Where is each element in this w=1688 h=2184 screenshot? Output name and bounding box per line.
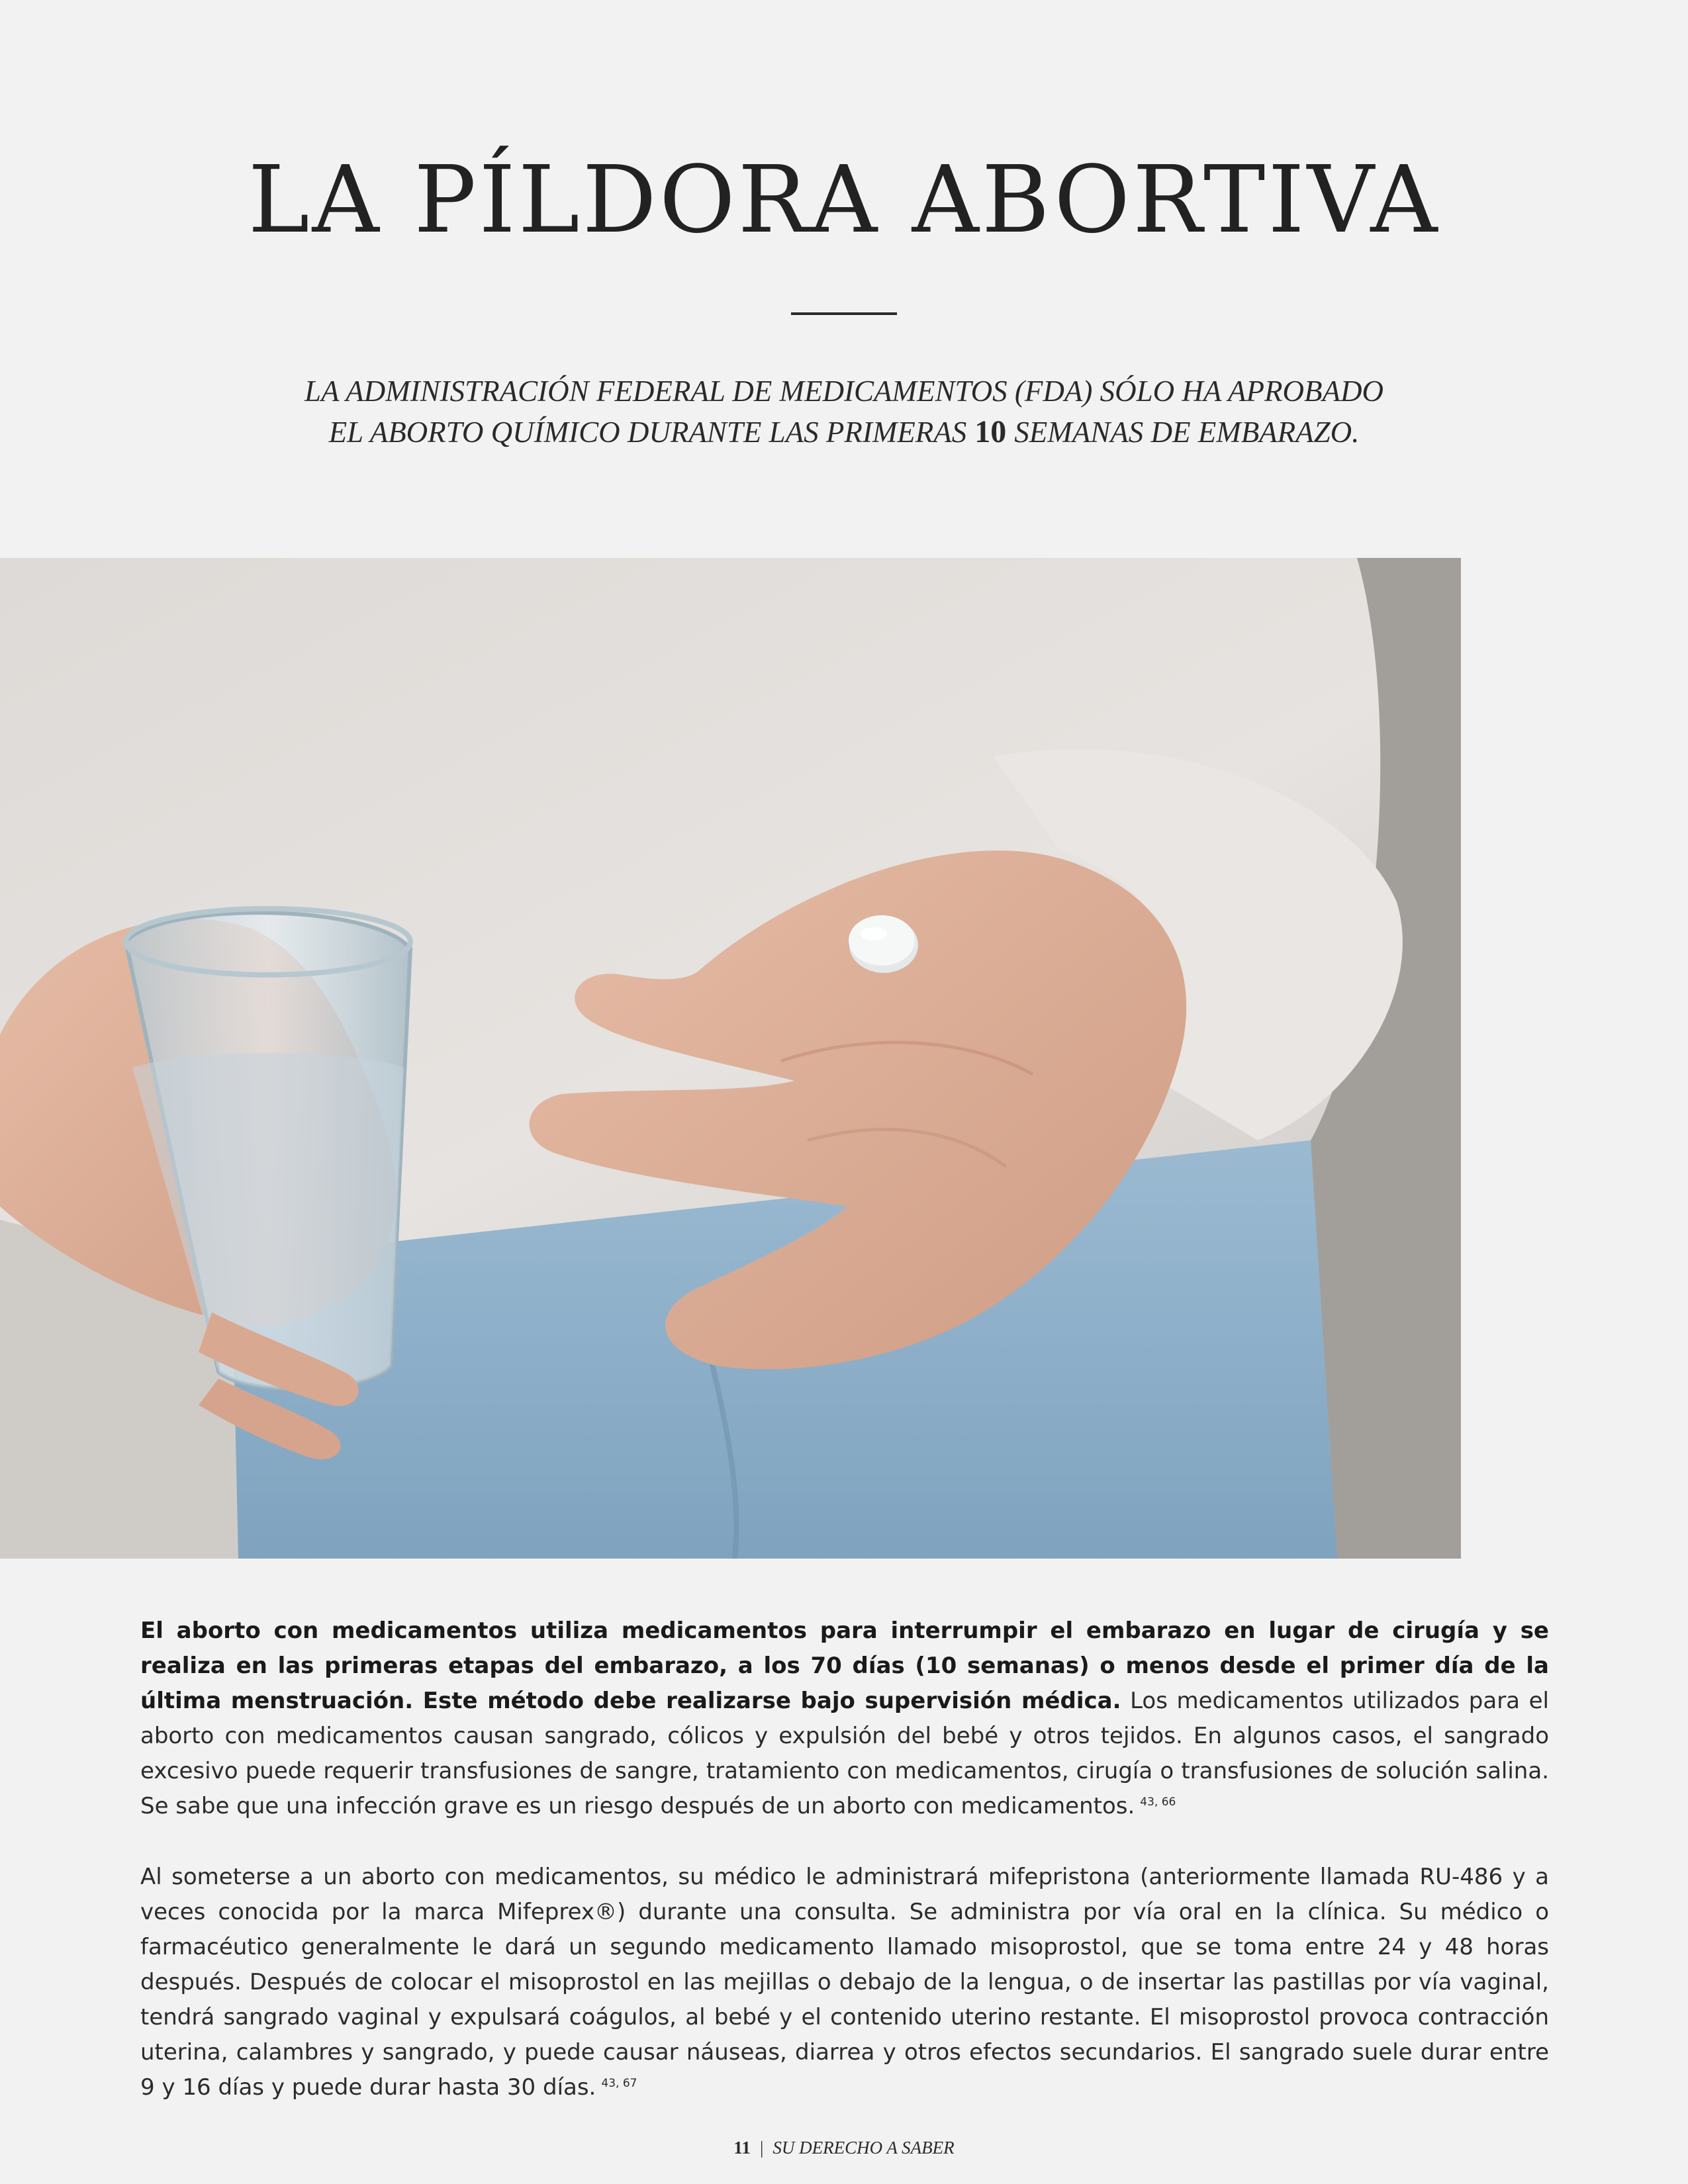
subtitle-line-2-end: SEMANAS DE EMBARAZO.: [1014, 416, 1360, 449]
page-title: LA PÍLDORA ABORTIVA: [248, 146, 1440, 254]
page-footer: [0, 2138, 1688, 2158]
paragraph-2: [140, 1860, 1549, 2105]
subtitle-line-1: LA ADMINISTRACIÓN FEDERAL DE MEDICAMENTOS (FDA) SÓLO HA APROBADO: [305, 375, 1383, 408]
subtitle-line-2-start: EL ABORTO QUÍMICO DURANTE LAS PRIMERAS: [328, 416, 967, 449]
paragraph-1-bold-lead: El aborto con medicamentos utiliza medicamentos para interrumpir el embarazo en lugar de cirugía y se realiza en las primeras etapas del embarazo, a los 70 días (10 semanas) o menos desde el primer día de la última menstruación. Este método debe realizarse bajo supervisión médica.: [140, 1617, 1549, 1714]
footer-separator: |: [759, 2138, 764, 2158]
publication-name: SU DERECHO A SABER: [773, 2138, 955, 2158]
photo-illustration-icon: [0, 558, 1461, 1559]
paragraph-1-references: 43, 66: [1140, 1795, 1176, 1809]
subtitle-weeks-number: 10: [974, 414, 1007, 449]
paragraph-1: [140, 1614, 1549, 1824]
title-divider: [791, 312, 897, 315]
paragraph-2-text: Al someterse a un aborto con medicamentos, su médico le administrará mifepristona (anteriormente llamada RU-486 y a veces conocida por la marca Mifeprex®) durante una consulta. Se administra por vía oral en la clínica. Su médico o farmacéutico generalmente le dará un segundo medicamento llamado misoprostol, que se toma entre 24 y 48 horas después. Después de colocar el misoprostol en las mejillas o debajo de la lengua, o de insertar las pastillas por vía vaginal, tendrá sangrado vaginal y expulsará coágulos, al bebé y el contenido uterino restante. El misoprostol provoca contracción uterina, calambres y sangrado, y puede causar náuseas, diarrea y otros efectos secundarios. El sangrado suele durar entre 9 y 16 días y puede durar hasta 30 días.: [140, 1864, 1549, 2101]
subtitle: [199, 371, 1489, 453]
photo-hand-pill-glass: [0, 558, 1461, 1559]
paragraph-1-text: Los medicamentos utilizados para el aborto con medicamentos causan sangrado, cólicos y expulsión del bebé y otros tejidos. En algunos casos, el sangrado excesivo puede requerir transfusiones de sangre, tratamiento con medicamentos, cirugía o transfusiones de solución salina. Se sabe que una infección grave es un riesgo después de un aborto con medicamentos.: [140, 1688, 1549, 1819]
page-number: 11: [733, 2138, 751, 2158]
paragraph-2-references: 43, 67: [601, 2076, 637, 2090]
